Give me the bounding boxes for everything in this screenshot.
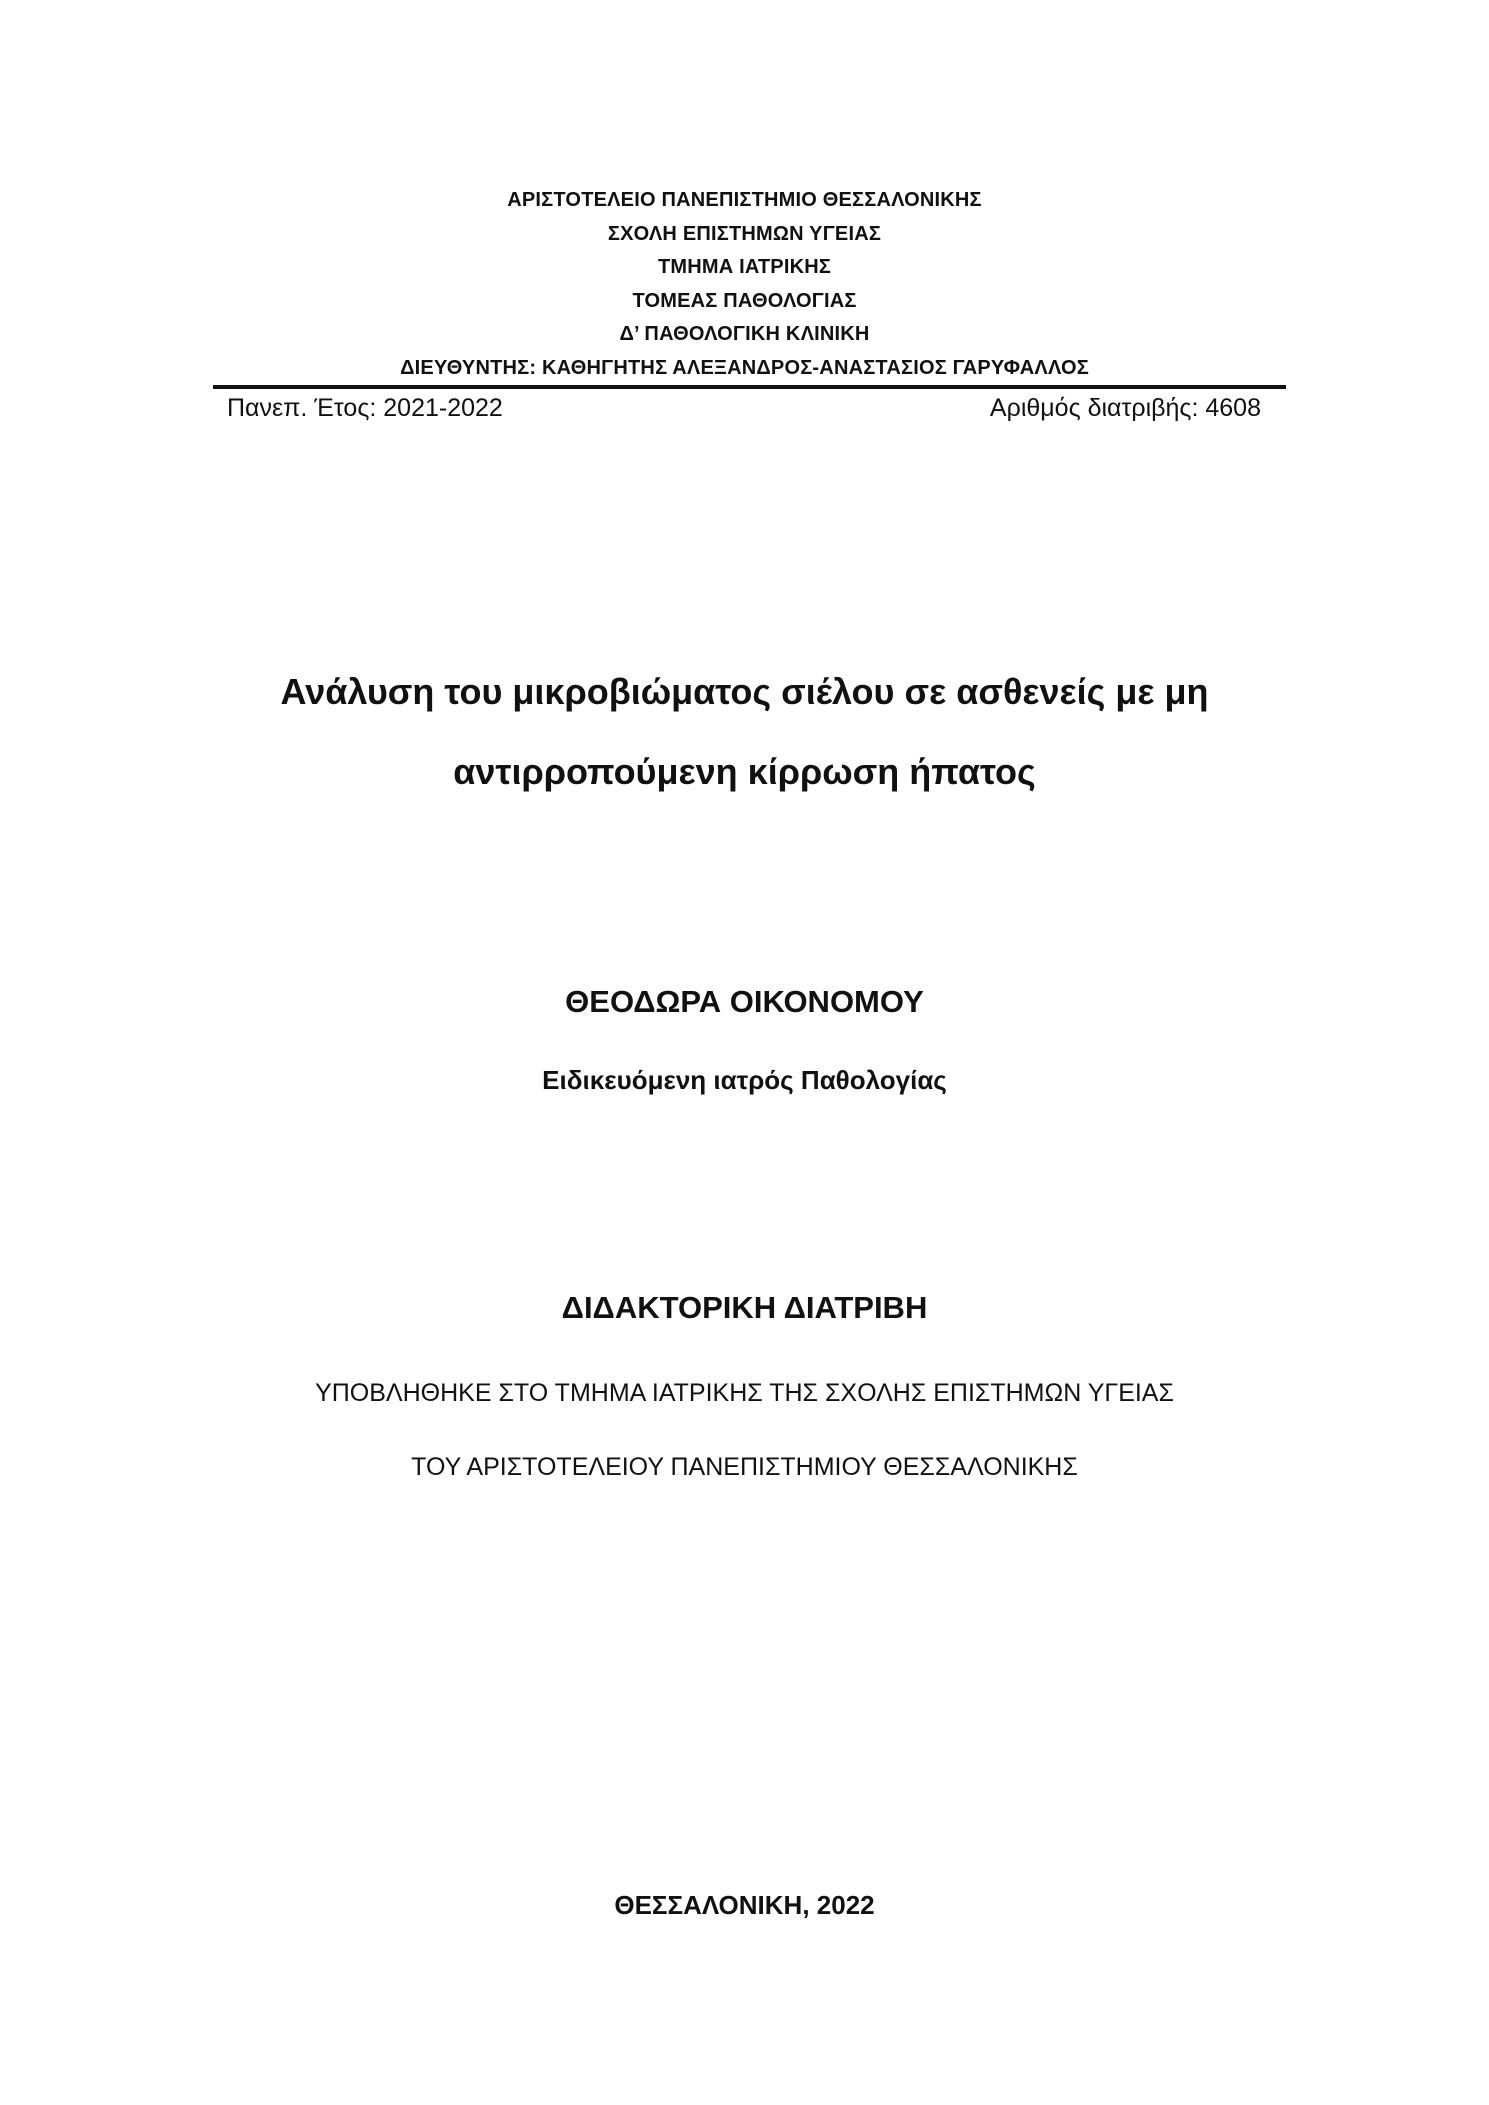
meta-row	[227, 391, 1261, 425]
submission-statement	[0, 1376, 1489, 1484]
document-type: ΔΙΔΑΚΤΟΡΙΚΗ ΔΙΑΤΡΙΒΗ	[561, 1290, 928, 1325]
clinic-name: Δ’ ΠΑΘΟΛΟΓΙΚΗ ΚΛΙΝΙΚΗ	[619, 323, 870, 345]
institution-header	[200, 184, 1289, 385]
author-role: Ειδικευόμενη ιατρός Παθολογίας	[542, 1065, 947, 1095]
header-divider	[213, 385, 1286, 389]
school-name: ΣΧΟΛΗ ΕΠΙΣΤΗΜΩΝ ΥΓΕΙΑΣ	[607, 222, 882, 245]
department-name: ΤΜΗΜΑ ΙΑΤΡΙΚΗΣ	[657, 256, 832, 278]
author-name: ΘΕΟΔΩΡΑ ΟΙΚΟΝΟΜΟΥ	[565, 984, 924, 1019]
sector-name: ΤΟΜΕΑΣ ΠΑΘΟΛΟΓΙΑΣ	[632, 289, 857, 312]
submission-line-2: ΤΟΥ ΑΡΙΣΤΟΤΕΛΕΙΟΥ ΠΑΝΕΠΙΣΤΗΜΙΟΥ ΘΕΣΣΑΛΟΝΙΚΗΣ	[411, 1453, 1078, 1481]
place-and-year: ΘΕΣΣΑΛΟΝΙΚΗ, 2022	[614, 1890, 875, 1920]
submission-line-1: ΥΠΟΒΛΗΘΗΚΕ ΣΤΟ ΤΜΗΜΑ ΙΑΤΡΙΚΗΣ ΤΗΣ ΣΧΟΛΗΣ ΕΠΙΣΤΗΜΩΝ ΥΓΕΙΑΣ	[315, 1379, 1174, 1407]
university-name: ΑΡΙΣΤΟΤΕΛΕΙΟ ΠΑΝΕΠΙΣΤΗΜΙΟ ΘΕΣΣΑΛΟΝΙΚΗΣ	[507, 189, 982, 211]
thesis-number: Αριθμός διατριβής: 4608	[989, 394, 1261, 422]
academic-year: Πανεπ. Έτος: 2021-2022	[227, 394, 503, 422]
thesis-title-line-2: αντιρροπούμενη κίρρωση ήπατος	[453, 751, 1036, 792]
director-line: ΔΙΕΥΘΥΝΤΗΣ: ΚΑΘΗΓΗΤΗΣ ΑΛΕΞΑΝΔΡΟΣ-ΑΝΑΣΤΑΣΙΟΣ ΓΑΡΥΦΑΛΛΟΣ	[400, 356, 1089, 379]
thesis-title	[150, 652, 1339, 812]
thesis-title-line-1: Ανάλυση του μικροβιώματος σιέλου σε ασθενείς με μη	[280, 671, 1209, 712]
